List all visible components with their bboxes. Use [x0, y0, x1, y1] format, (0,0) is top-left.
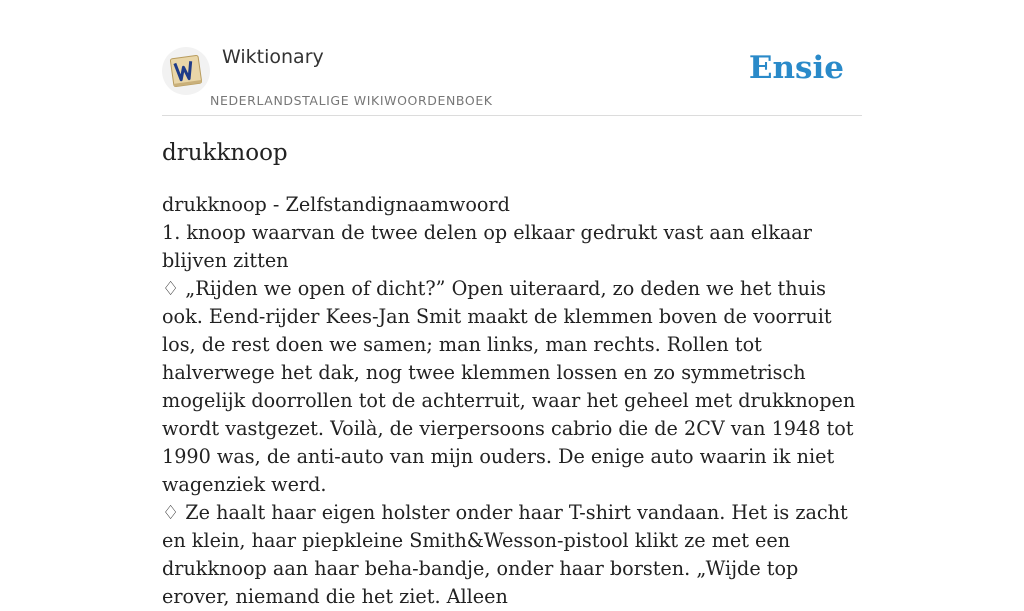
site-header: [162, 0, 862, 116]
wiktionary-logo-icon[interactable]: [162, 47, 210, 95]
definition: 1. knoop waarvan de twee delen op elkaar gedrukt vast aan elkaar blijven zitten: [162, 221, 812, 272]
example-sentence: ♢ Ze haalt haar eigen holster onder haar T-shirt vandaan. Het is zacht en klein, haar piepkleine Smith&Wesson-pistool klikt ze met een drukknoop aan haar beha-bandje, onder haar borsten. „Wijde top erover, niemand die het ziet. Alleen: [162, 501, 848, 608]
site-name[interactable]: Wiktionary: [222, 46, 324, 68]
part-of-speech-line: drukknoop - Zelfstandignaamwoord: [162, 193, 510, 216]
page-title: drukknoop: [162, 140, 288, 166]
example-sentence: ♢ „Rijden we open of dicht?” Open uiteraard, zo deden we het thuis ook. Eend-rijder Kees-Jan Smit maakt de klemmen boven de voorruit los, de rest doen we samen; man links, man rechts. Rollen tot halverwege het dak, nog twee klemmen lossen en zo symmetrisch mogelijk doorrollen tot de achterruit, waar het geheel met drukknopen wordt vastgezet. Voilà, de vierpersoons cabrio die de 2CV van 1948 tot 1990 was, de anti-auto van mijn ouders. De enige auto waarin ik niet wagenziek werd.: [162, 277, 856, 496]
ensie-brand-link[interactable]: Ensie: [748, 50, 844, 86]
site-subtitle: NEDERLANDSTALIGE WIKIWOORDENBOEK: [210, 93, 493, 108]
entry-content: [162, 191, 862, 611]
